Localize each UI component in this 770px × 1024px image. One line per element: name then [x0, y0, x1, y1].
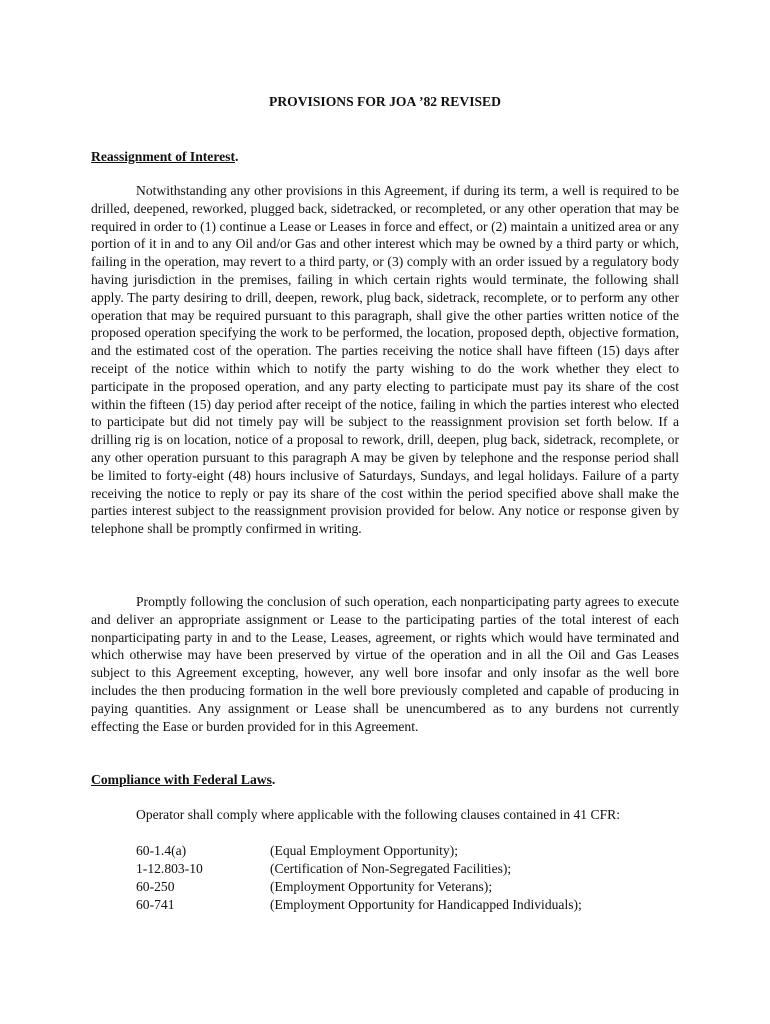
- clause-code: 60-1.4(a): [136, 843, 187, 858]
- paragraph-compliance-intro: Operator shall comply where applicable with the following clauses contained in 41 CFR:: [136, 807, 620, 822]
- document-title: PROVISIONS FOR JOA ’82 REVISED: [269, 94, 501, 109]
- paragraph-reassignment-1: Notwithstanding any other provisions in this Agreement, if during its term, a well is required to be drilled, deepened, reworked, plugged back, sidetracked, or recompleted, or any other operation that may be required in order to (1) continue a Lease or Leases in force and effect, or (2) maintain a unitized area or any portion of it in and to any Oil and/or Gas and other interest which may be owned by a third party or which, failing in the operation, may revert to a third party, or (3) comply with an order issued by a regulatory body having jurisdiction in the premises, failing in which certain rights would terminate, the following shall apply. The party desiring to drill, deepen, rework, plug back, sidetrack, recomplete, or to perform any other operation that may be required pursuant to this paragraph, shall give the other parties written notice of the proposed operation specifying the work to be performed, the location, proposed depth, objective formation, and the estimated cost of the operation. The parties receiving the notice shall have fifteen (15) days after receipt of the notice within which to notify the party wishing to do the work whether they elect to participate in the proposed operation, and any party electing to participate must pay its share of the cost within the fifteen (15) day period after receipt of the notice, failing in which the parties interest who elected to participate but did not timely pay will be subject to the reassignment provision set forth below. If a drilling rig is on location, notice of a proposal to rework, drill, deepen, plug back, sidetrack, recomplete, or any other operation pursuant to this paragraph A may be given by telephone and the response period shall be limited to forty-eight (48) hours inclusive of Saturdays, Sundays, and legal holidays. Failure of a party receiving the notice to reply or pay its share of the cost within the period specified above shall make the parties interest subject to the reassignment provision provided for below. Any notice or response given by telephone shall be promptly confirmed in writing.: [91, 183, 679, 537]
- paragraph-reassignment-2: Promptly following the conclusion of such operation, each nonparticipating party agrees to execute and deliver an appropriate assignment or Lease to the participating parties of the total interest of each nonparticipating party in and to the Lease, Leases, agreement, or rights which would have terminated and which otherwise may have been preserved by virtue of the operation and in all the Oil and Gas Leases subject to this Agreement excepting, however, any well bore insofar and only insofar as the well bore includes the then producing formation in the well bore previously completed and capable of producing in paying quantities. Any assignment or Lease shall be unencumbered as to any burdens not currently effecting the Ease or burden provided for in this Agreement.: [91, 594, 679, 734]
- section-heading-compliance: Compliance with Federal Laws.: [91, 772, 276, 787]
- clause-code: 1-12.803-10: [136, 861, 203, 876]
- clause-description: (Employment Opportunity for Veterans);: [270, 879, 493, 894]
- clause-row: [136, 842, 696, 860]
- clause-description: (Certification of Non-Segregated Facilities);: [270, 861, 512, 876]
- clause-list: [136, 842, 696, 914]
- clause-row: [136, 860, 696, 878]
- clause-code: 60-250: [136, 879, 175, 894]
- clause-code: 60-741: [136, 897, 175, 912]
- clause-description: (Equal Employment Opportunity);: [270, 843, 459, 858]
- clause-row: [136, 896, 696, 914]
- section-heading-compliance-text: Compliance with Federal Laws: [91, 772, 272, 787]
- clause-row: [136, 878, 696, 896]
- clause-description: (Employment Opportunity for Handicapped Individuals);: [270, 897, 582, 912]
- section-heading-reassignment: Reassignment of Interest.: [91, 149, 239, 164]
- section-heading-reassignment-text: Reassignment of Interest: [91, 149, 235, 164]
